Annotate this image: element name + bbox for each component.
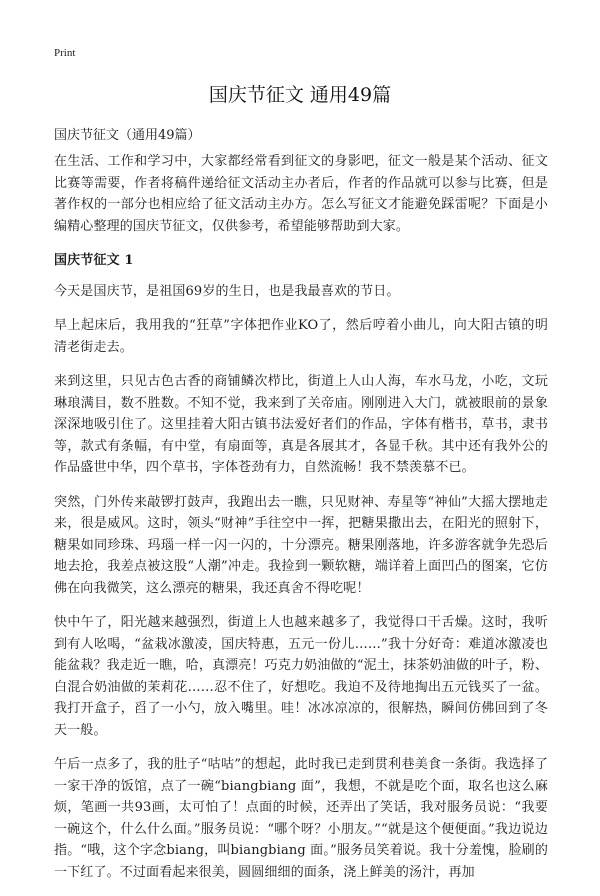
document-subtitle: 国庆节征文（通用49篇） bbox=[54, 128, 201, 143]
body-paragraph: 来到这里，只见古色古香的商铺鳞次栉比，街道上人山人海，车水马龙，小吃，文玩琳琅满目，数不胜数。不知不觉，我来到了关帝庙。刚刚进入大门，就被眼前的景象深深地吸引住了。这里挂着大阳古镇书法爱好者们的作品，字体有楷书，草书，隶书等，款式有条幅，有中堂，有扇面等，真是各展其才，各显千秋。其中还有我外公的作品盛世中华，四个草书，字体苍劲有力，自然流畅！我不禁羡慕不已。 bbox=[54, 374, 548, 475]
body-paragraph: 快中午了，阳光越来越强烈，街道上人也越来越多了，我觉得口干舌燥。这时，我听到有人吆喝，“盆栽冰激凌，国庆特惠，五元一份儿……”我十分好奇：难道冰激凌也能盆栽？我走近一瞧，哈，真漂亮！巧克力奶油做的“泥土，抹茶奶油做的叶子，粉、白混合奶油做的茉莉花……忍不住了，好想吃。我迫不及待地掏出五元钱买了一盆。我打开盒子，舀了一小勺，放入嘴里。哇！冰冰凉凉的，很解热，瞬间仿佛回到了冬天一般。 bbox=[54, 615, 548, 738]
body-paragraph: 早上起床后，我用我的“狂草”字体把作业KO了，然后哼着小曲儿，向大阳古镇的明清老街走去。 bbox=[54, 318, 548, 355]
body-paragraph: 今天是国庆节，是祖国69岁的生日，也是我最喜欢的节日。 bbox=[54, 283, 400, 299]
body-paragraph: 午后一点多了，我的肚子“咕咕”的想起，此时我已走到贯利巷美食一条街。我选择了一家干净的饭馆，点了一碗“biangbiang 面”，我想，不就是吃个面，取名也这么麻烦，笔画一共93画，太可怕了！点面的时候，还弄出了笑话，我对服务员说：“我要一碗这个，什么什么面。”服务员说：“哪个呀？小朋友。”“就是这个便便面。”我边说边指。“哦，这个字念biang，叫biangbiang 面。”服务员笑着说。我十分羞愧，脸刷的一下红了。不过面看起来很美，圆圆细细的面条，浇上鲜美的汤汁，再加 bbox=[54, 757, 548, 880]
print-link[interactable]: Print bbox=[54, 47, 76, 59]
document-title: 国庆节征文 通用49篇 bbox=[208, 84, 392, 106]
intro-paragraph: 在生活、工作和学习中，大家都经常看到征文的身影吧，征文一般是某个活动、征文比赛等需要，作者将稿件递给征文活动主办者后，作者的作品就可以参与比赛，但是著作权的一部分也相应给了征文活动主办方。怎么写征文才能避免踩雷呢？下面是小编精心整理的国庆节征文，仅供参考，希望能够帮助到大家。 bbox=[54, 154, 548, 234]
body-paragraph: 突然，门外传来敲锣打鼓声，我跑出去一瞧，只见财神、寿星等“神仙”大摇大摆地走来，很是威风。这时，领头“财神”手往空中一挥，把糖果撒出去，在阳光的照射下，糖果如同珍珠、玛瑙一样一闪一闪的，十分漂亮。糖果刚落地，许多游客就争先恐后地去抢，我差点被这股“人潮”冲走。我捡到一颗软糖，端详着上面凹凸的图案，它仿佛在向我微笑，这么漂亮的糖果，我还真舍不得吃呢！ bbox=[54, 494, 548, 596]
section-heading: 国庆节征文 1 bbox=[54, 253, 134, 268]
article-body bbox=[54, 151, 548, 896]
